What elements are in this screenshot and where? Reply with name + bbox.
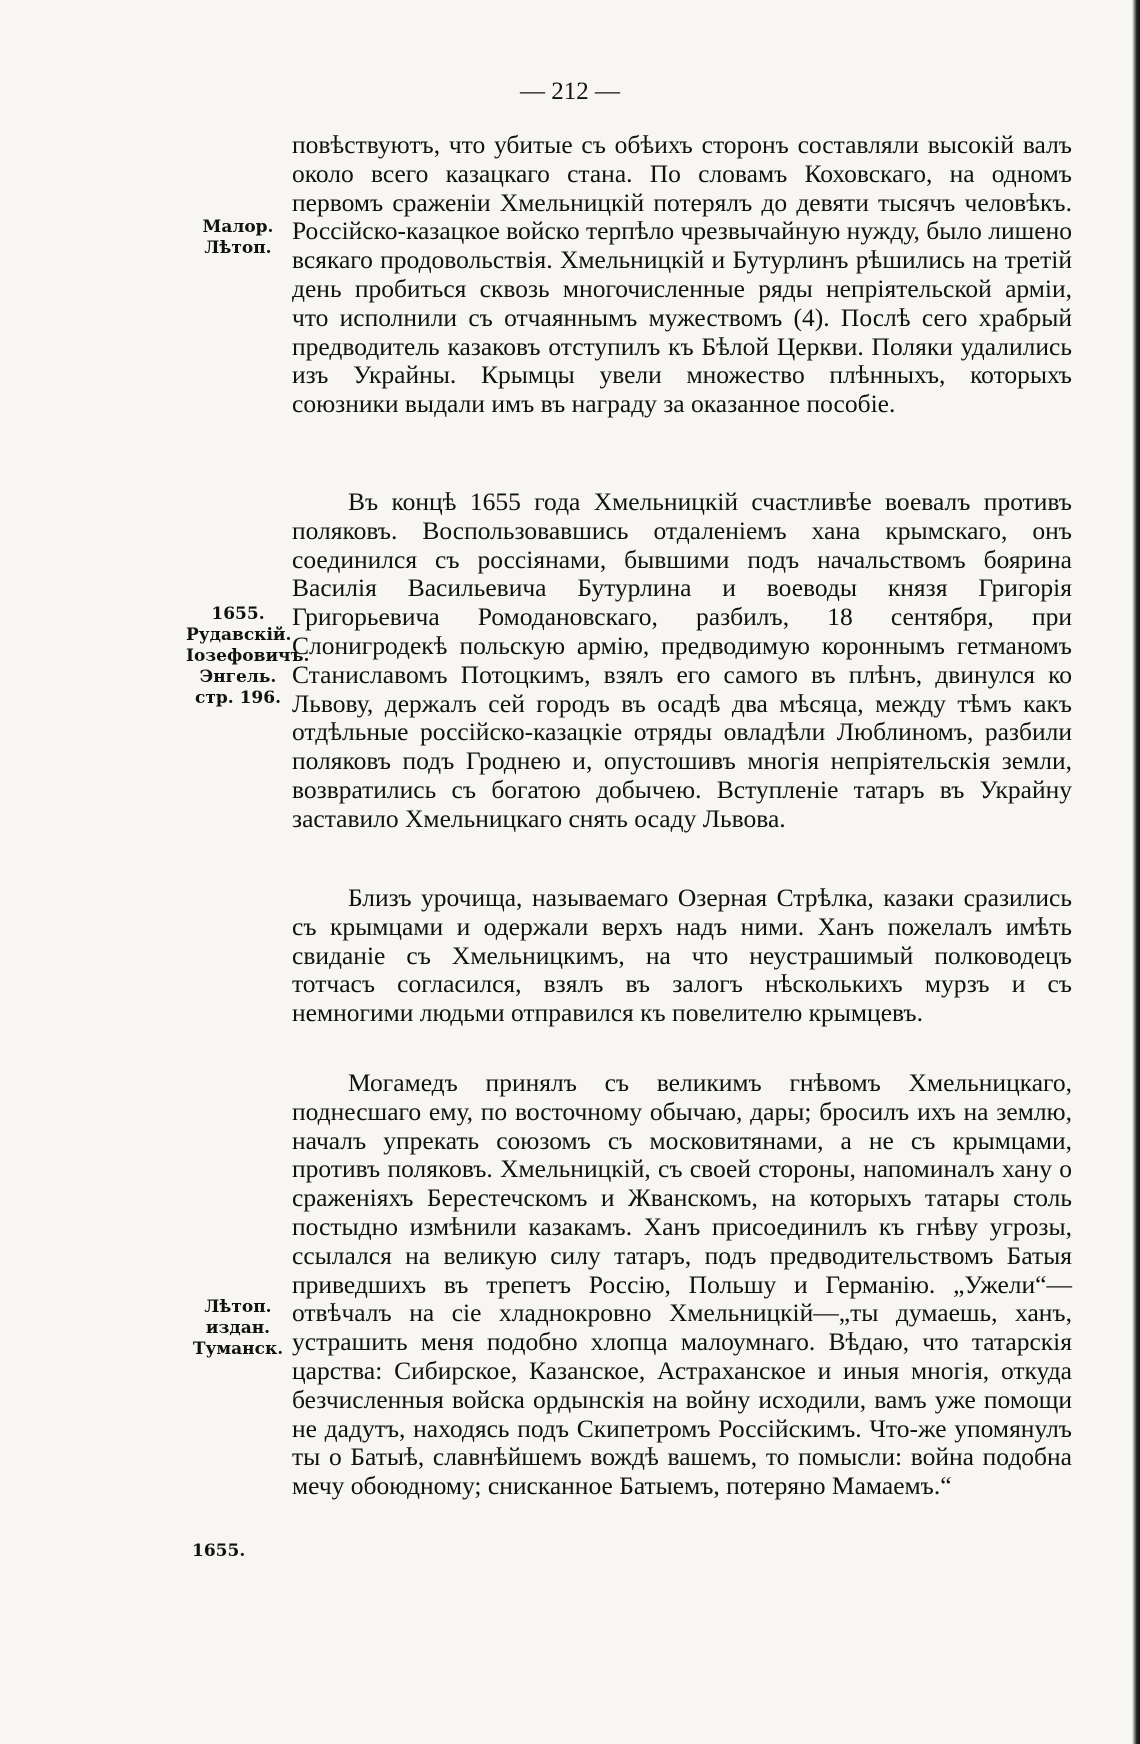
page-edge-shadow — [1132, 0, 1140, 1744]
paragraph-2: Въ концѣ 1655 года Хмельницкій счастливѣе воевалъ противъ поляковъ. Воспользовавшись отдаленіемъ хана крымскаго, онъ соединился съ россіянами, бывшими подъ начальствомъ боярина Василія Васильевича Бутурлина и воеводы князя Григорія Григорьевича Ромодановскаго, разбилъ, 18 сентября, при Слонигродекѣ польскую армію, предводимую короннымъ гетманомъ Станиславомъ Потоцкимъ, взялъ его самого въ плѣнъ, двинулся ко Львову, держалъ сей городъ въ осадѣ два мѣсяца, между тѣмъ какъ отдѣльные россійско-казацкіе отряды овладѣли Люблиномъ, разбили поляковъ подъ Гроднею и, опустошивъ многія непріятельскія земли, возвратились съ богатою добычею. Вступленіе татаръ въ Украйну заставило Хмельницкаго снять осаду Львова. — [292, 487, 1072, 833]
paragraph-4: Могамедъ принялъ съ великимъ гнѣвомъ Хмельницкаго, поднесшаго ему, по восточному обычаю, дары; бросилъ ихъ на землю, началъ упрекать союзомъ съ московитянами, а не съ крымцами, противъ поляковъ. Хмельницкій, съ своей стороны, напоминалъ хану о сраженіяхъ Берестечскомъ и Жванскомъ, на которыхъ татары столь постыдно измѣнили казакамъ. Ханъ присоединилъ къ гнѣву угрозы, ссылался на великую силу татаръ, подъ предводительствомъ Батыя приведшихъ въ трепетъ Россію, Польшу и Германію. „Ужели“— отвѣчалъ на сіе хладнокровно Хмельницкій—„ты думаешь, ханъ, устрашить меня подобно хлопца малоумнаго. Вѣдаю, что татарскія царства: Сибирское, Казанское, Астраханское и иныя многія, откуда безчисленныя войска ордынскія на войну исходили, вамъ уже помощи не дадутъ, находясь подъ Скипетромъ Россійскимъ. Что-же упомянулъ ты о Батыѣ, славнѣйшемъ вождѣ вашемъ, то помысли: война подобна мечу обоюдному; снисканное Батыемъ, потеряно Мамаемъ.“ — [292, 1068, 1072, 1501]
paragraph-3: Близъ урочища, называемаго Озерная Стрѣлка, казаки сразились съ крымцами и одержали верхъ надъ ними. Ханъ пожелалъ имѣть свиданіе съ Хмельницкимъ, на что неустрашимый полководецъ тотчасъ согласился, взялъ въ залогъ нѣсколькихъ мурзъ и съ немногими людьми отправился къ повелителю крымцевъ. — [292, 883, 1072, 1028]
margin-note-year: 1655. — [192, 1541, 246, 1561]
margin-note-chronicle-tumansky: Лѣтоп. издан. Туманск. — [192, 1297, 284, 1359]
paragraph-1: повѣствуютъ, что убитые съ обѣихъ сторонъ составляли высокій валъ около всего казацкаго стана. По словамъ Коховскаго, на одномъ первомъ сраженіи Хмельницкій потерялъ до девяти тысячъ человѣкъ. Россійско-казацкое войско терпѣло чрезвычайную нужду, было лишено всякаго продовольствія. Хмельницкій и Бутурлинъ рѣшились на третій день пробиться сквозь многочисленные ряды непріятельской арміи, что исполнили съ отчаяннымъ мужествомъ (4). Послѣ сего храбрый предводитель казаковъ отступилъ къ Бѣлой Церкви. Поляки удалились изъ Украйны. Крымцы увели множество плѣнныхъ, которыхъ союзники выдали имъ въ награду за оказанное пособіе. — [292, 130, 1072, 419]
margin-note-chronicle: Малор. Лѣтоп. — [202, 217, 274, 258]
page-number: — 212 — — [520, 78, 620, 105]
margin-note-sources-1655: 1655. Рудавскій. Іозефовичъ. Энгель. стр. 196. — [186, 604, 310, 708]
